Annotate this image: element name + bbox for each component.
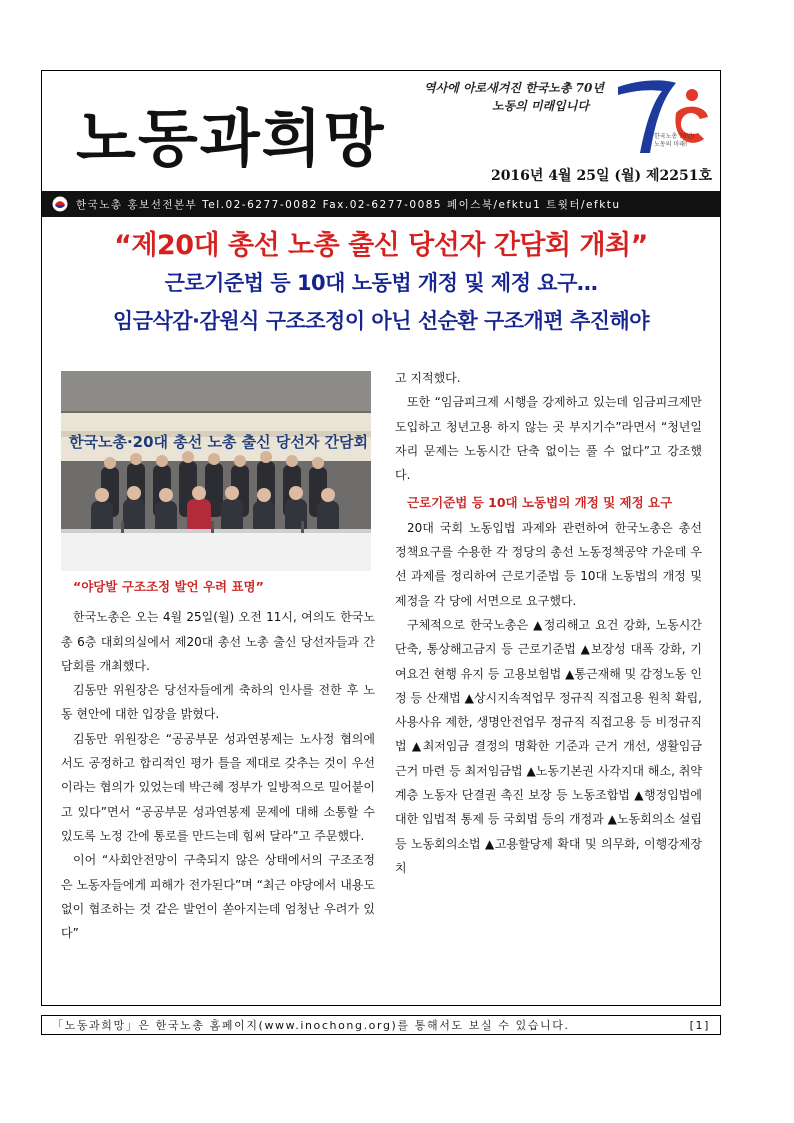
fktu-emblem-icon xyxy=(52,196,68,212)
meeting-photo xyxy=(61,371,371,571)
photo-banner-text: 한국노총·20대 총선 노총 출신 당선자 간담회 xyxy=(69,433,369,451)
slogan-line-2: 노동의 미래입니다 xyxy=(492,99,589,113)
left-paragraph-4: 이어 “사회안전망이 구축되지 않은 상태에서의 구조조정은 노동자들에게 피해가 전가된다”며 “최근 야당에서 내용도 없이 협조하는 것 같은 발언이 쏟아지는데 엄청난 우려가 있다” xyxy=(61,853,375,941)
contact-info-bar xyxy=(42,191,720,217)
right-paragraph-1: 또한 “임금피크제 시행을 강제하고 있는데 임금피크제만 도입하고 청년고용 하지 않는 곳 부지기수”라면서 “청년일자리 문제는 노동시간 단축 없이는 풀 수 없다”고 강조했다. xyxy=(395,395,702,483)
left-section-heading: “야당발 구조조정 발언 우려 표명” xyxy=(73,579,264,594)
logo-tagline xyxy=(654,133,695,149)
page-number: [1] xyxy=(689,1018,710,1032)
newsletter-frame xyxy=(41,70,721,1006)
logo-tag-line-1: 한국노총 70년! xyxy=(654,133,695,140)
subheadline-1: 근로기준법 등 10대 노동법 개정 및 제정 요구… xyxy=(164,271,598,295)
right-section-heading: 근로기준법 등 10대 노동법의 개정 및 제정 요구 xyxy=(407,495,673,511)
left-paragraph-3: 김동만 위원장은 “공공부문 성과연봉제는 노사정 협의에서도 공정하고 합리적인 평가 틀을 제대로 갖추는 것이 우선이라는 협의가 있었는데 박근혜 정부가 일방적으로 밀어붙이고 있다”면서 “공공부문 성과연봉제 문제에 대해 소통할 수 있도록 노정 간에 통로를 만드는데 힘써 달라”고 주문했다. xyxy=(61,731,375,843)
footer-text: 「노동과희망」은 한국노총 홈페이지(www.inochong.org)를 통해서도 보실 수 있습니다. xyxy=(52,1019,570,1032)
left-paragraph-1: 한국노총은 오는 4월 25일(월) 오전 11시, 여의도 한국노총 6층 대회의실에서 제20대 총선 노총 출신 당선자들과 간담회를 개최했다. xyxy=(61,610,375,673)
masthead-slogan xyxy=(424,79,604,115)
issue-date: 2016년 4월 25일 (월) 제2251호 xyxy=(490,168,712,184)
contact-info-text: 한국노총 홍보선전본부 Tel.02-6277-0082 Fax.02-6277-0085 페이스북/efktu1 트윗터/efktu xyxy=(76,198,621,211)
main-headline: “제20대 총선 노총 출신 당선자 간담회 개최” xyxy=(114,230,648,261)
left-column xyxy=(61,575,375,945)
right-paragraph-3: 구체적으로 한국노총은 ▲정리해고 요건 강화, 노동시간단축, 통상해고금지 등 근로기준법 ▲보장성 대폭 강화, 기여요건 현행 유지 등 고용보험법 ▲통근재해 및 감정노동 인정 등 산재법 ▲상시지속적업무 정규직 직접고용 원칙 확립, 사용사유 제한, 생명안전업무 정규직 직접고용 등 비정규직법 ▲최저임금 결정의 명확한 기준과 근거 개선, 생활임금 근거 마련 등 최저임금법 ▲노동기본권 사각지대 해소, 취약계층 노동자 단결권 촉진 보장 등 노동조합법 ▲행정입법에 대한 입법적 통제 등 국회법 등의 개정과 ▲노동회의소 설립 등 노동회의소법 ▲고용할당제 확대 및 의무화, 이행강제장치 xyxy=(395,617,702,875)
subheadline-2: 임금삭감·감원식 구조조정이 아닌 선순환 구조개편 추진해야 xyxy=(112,309,650,333)
left-paragraph-2: 김동만 위원장은 당선자들에게 축하의 인사를 전한 후 노동 현안에 대한 입장을 밝혔다. xyxy=(61,683,375,722)
meeting-photo-illustration xyxy=(61,371,371,571)
right-paragraph-2: 20대 국회 노동입법 과제와 관련하여 한국노총은 총선 정책요구를 수용한 각 정당의 총선 노동정책공약 가운데 우선 과제를 정리하여 근로기준법 등 10대 노동법의 개정 및 제정을 각 당에 서면으로 요구했다. xyxy=(395,520,702,608)
logo-tag-line-2: 노동의 미래! xyxy=(654,141,688,148)
masthead-title: 노동과희망 xyxy=(76,102,386,175)
right-column xyxy=(395,366,702,880)
masthead xyxy=(42,71,720,191)
slogan-line-1: 역사에 아로새겨진 한국노총 70년 xyxy=(424,81,604,95)
page-footer xyxy=(41,1015,721,1035)
right-paragraph-0: 고 지적했다. xyxy=(395,371,461,385)
